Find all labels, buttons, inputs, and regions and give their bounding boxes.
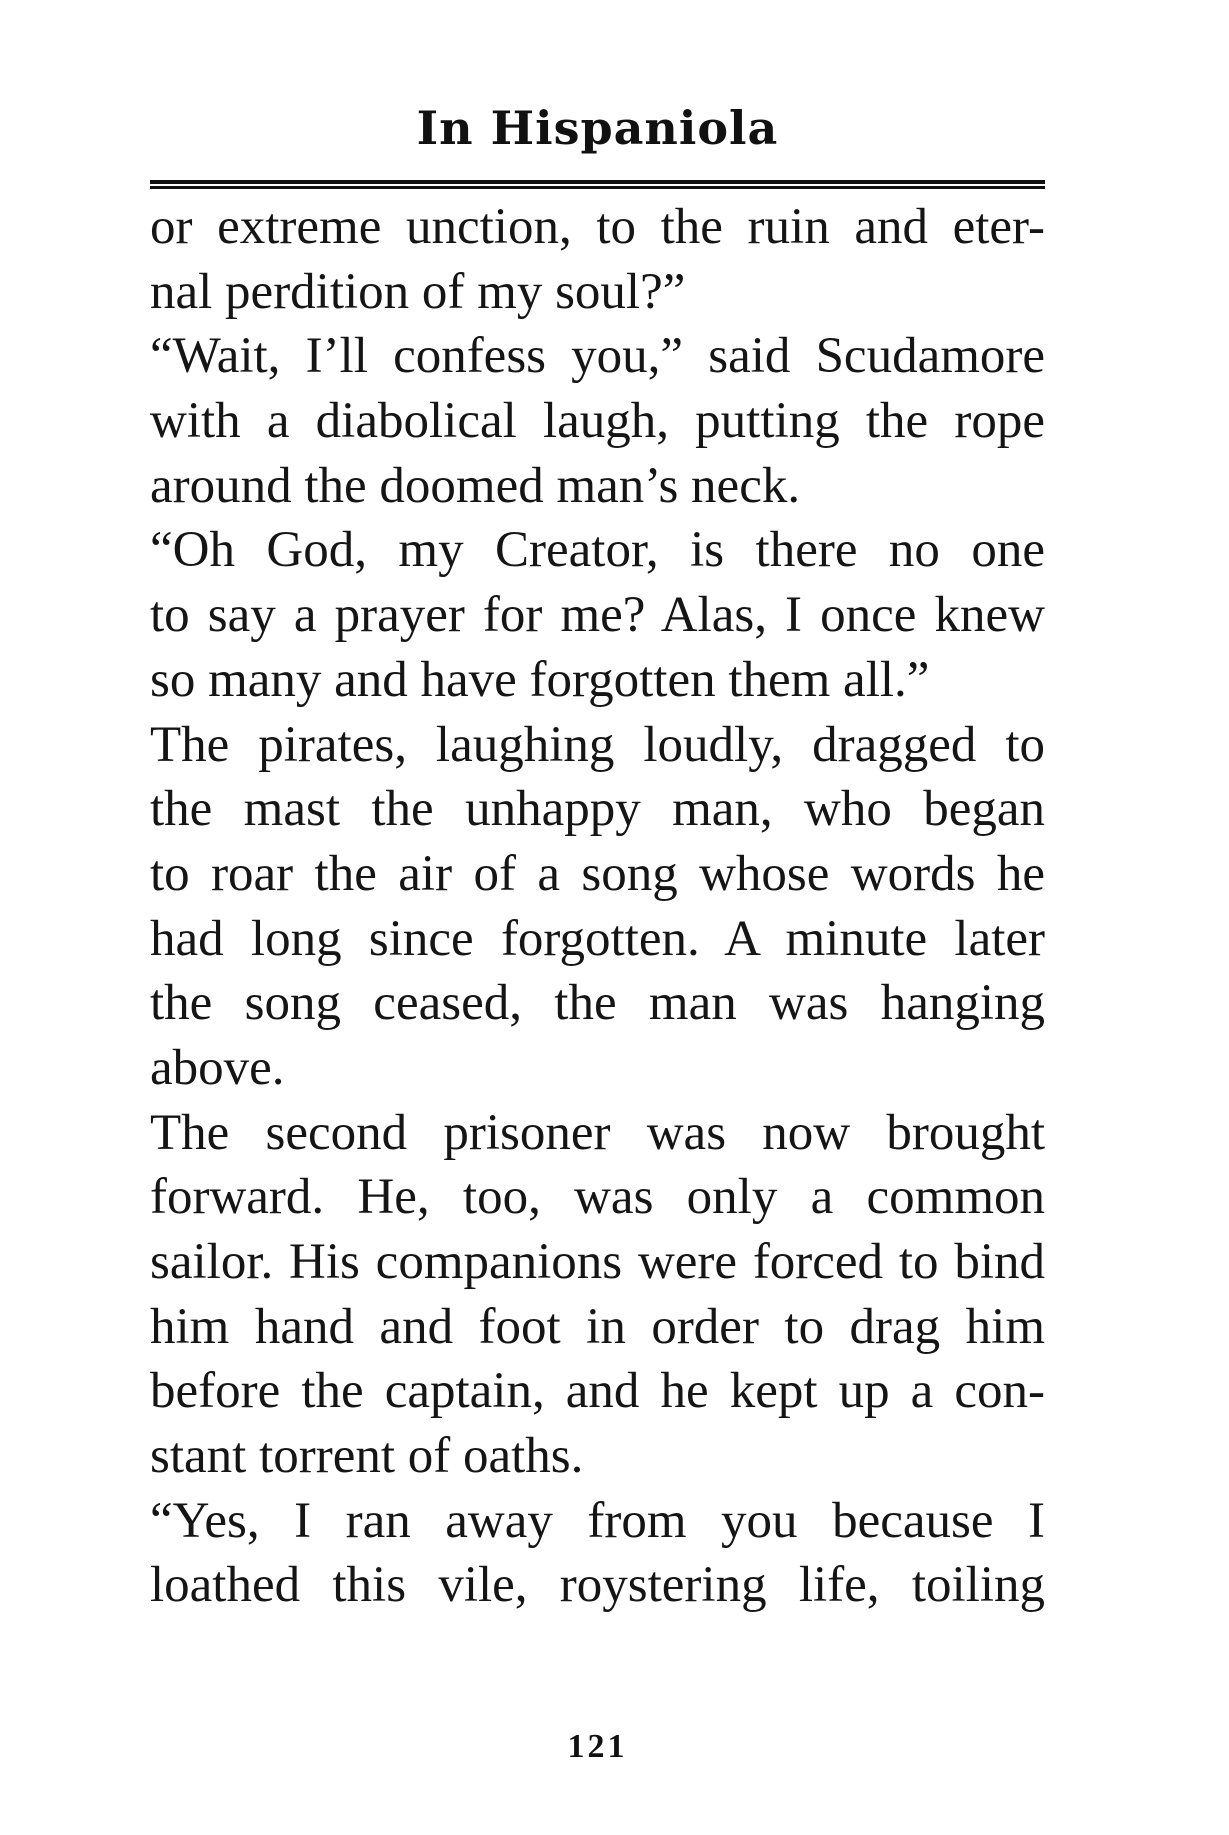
text-line: forward. He, too, was only a common xyxy=(150,1169,1045,1226)
text-line: loathed this vile, roystering life, toiling xyxy=(150,1557,1045,1614)
header-rule xyxy=(150,180,1045,189)
text-line: around the doomed man’s neck. xyxy=(150,457,801,514)
text-line: stant torrent of oaths. xyxy=(150,1428,584,1485)
text-line: with a diabolical laugh, putting the rope xyxy=(150,393,1045,450)
text-line: the mast the unhappy man, who began xyxy=(150,781,1045,838)
text-line: “Wait, I’ll confess you,” said Scudamore xyxy=(150,328,1045,385)
text-line: or extreme unction, to the ruin and eter- xyxy=(150,199,1045,255)
body-text xyxy=(150,195,1045,1618)
text-line: “Yes, I ran away from you because I xyxy=(150,1492,1045,1549)
text-line: the song ceased, the man was hanging xyxy=(150,975,1045,1032)
text-line: nal perdition of my soul?” xyxy=(150,263,686,320)
text-line: so many and have forgotten them all.” xyxy=(150,651,930,708)
text-line: had long since forgotten. A minute later xyxy=(150,910,1045,967)
page-number: 121 xyxy=(567,1728,628,1765)
text-line: “Oh God, my Creator, is there no one xyxy=(150,522,1045,579)
text-line: The second prisoner was now brought xyxy=(150,1104,1045,1161)
text-line: The pirates, laughing loudly, dragged to xyxy=(150,716,1045,773)
text-line: sailor. His companions were forced to bind xyxy=(150,1234,1045,1290)
text-line: above. xyxy=(150,1039,285,1096)
text-line: before the captain, and he kept up a con- xyxy=(150,1363,1045,1420)
text-line: to say a prayer for me? Alas, I once knew xyxy=(150,587,1045,644)
text-line: him hand and foot in order to drag him xyxy=(150,1298,1045,1355)
running-head: In Hispaniola xyxy=(416,101,779,155)
text-line: to roar the air of a song whose words he xyxy=(150,845,1045,902)
